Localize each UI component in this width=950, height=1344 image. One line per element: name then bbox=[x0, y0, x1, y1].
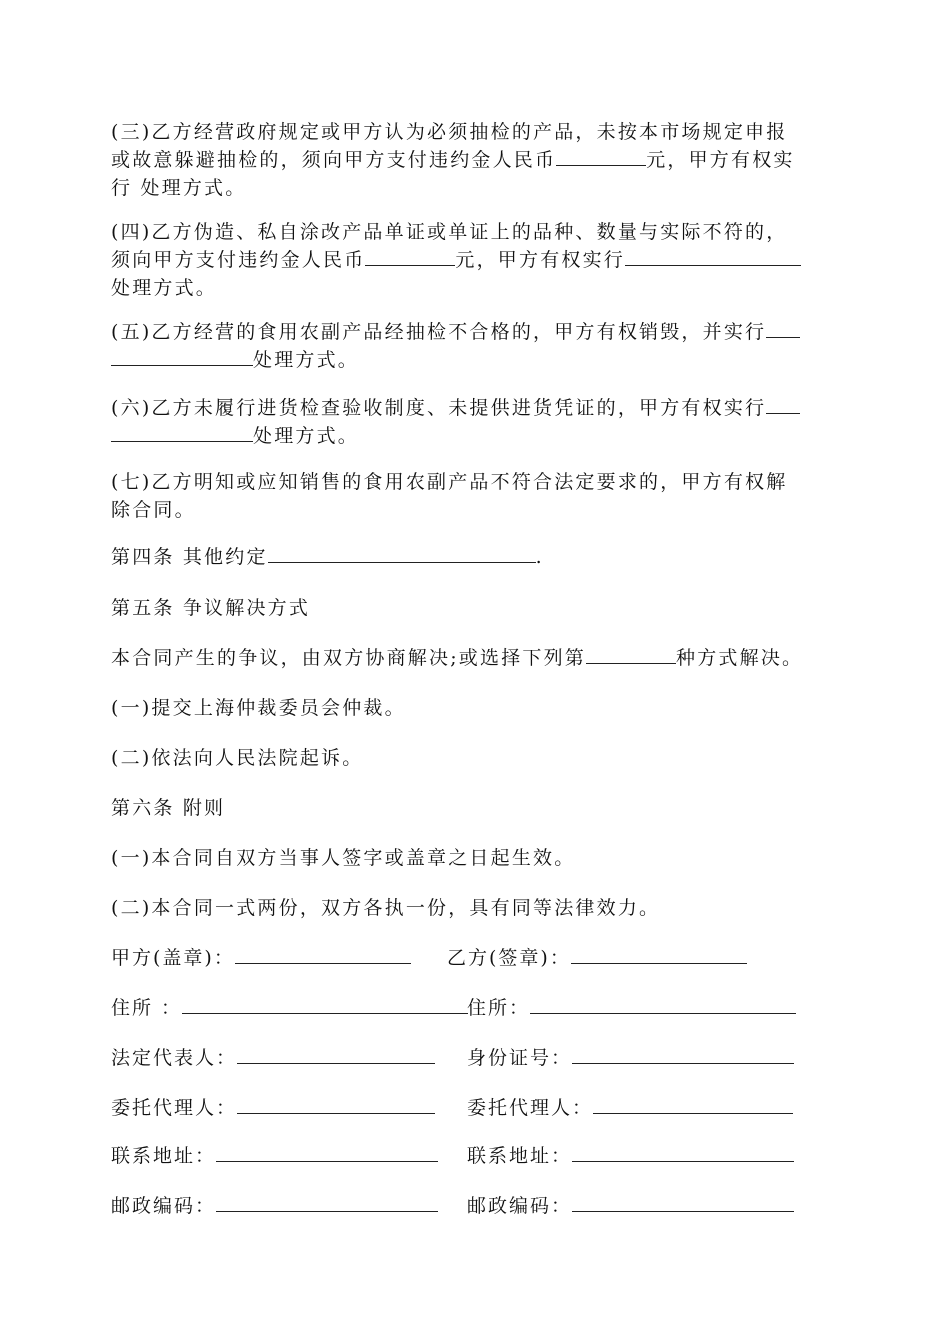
party-a-address-field[interactable] bbox=[182, 995, 468, 1014]
party-b-postcode-row bbox=[467, 1192, 794, 1220]
party-a-contact-address-row bbox=[111, 1142, 438, 1170]
party-a-postcode-row bbox=[111, 1192, 438, 1220]
party-b-signature-field[interactable] bbox=[571, 945, 747, 964]
clause-6-text: (六)乙方未履行进货检查验收制度、未提供进货凭证的，甲方有权实行 bbox=[111, 397, 767, 419]
clause-7 bbox=[111, 468, 841, 524]
clause-7-line-1: (七)乙方明知或应知销售的食用农副产品不符合法定要求的，甲方有权解 bbox=[111, 471, 788, 493]
party-a-seal-field[interactable] bbox=[235, 945, 411, 964]
party-b-contact-address-field[interactable] bbox=[572, 1143, 794, 1162]
party-a-agent-field[interactable] bbox=[237, 1095, 435, 1114]
handling-method-blank-cont[interactable] bbox=[111, 423, 253, 442]
party-b-contact-address-label: 联系地址： bbox=[467, 1145, 573, 1167]
dispute-option-2: (二)依法向人民法院起诉。 bbox=[111, 747, 364, 769]
party-a-contact-address-field[interactable] bbox=[216, 1143, 438, 1162]
party-a-contact-address-label: 联系地址： bbox=[111, 1145, 217, 1167]
handling-method-blank[interactable] bbox=[766, 319, 800, 338]
party-b-signature-row bbox=[447, 944, 747, 972]
party-a-postcode-label: 邮政编码： bbox=[111, 1195, 217, 1217]
party-b-address-label: 住所： bbox=[467, 997, 531, 1019]
party-a-legal-rep-label: 法定代表人： bbox=[111, 1047, 238, 1069]
clause-4-text: 须向甲方支付违约金人民币 bbox=[111, 249, 366, 271]
article-6-item-1: (一)本合同自双方当事人签字或盖章之日起生效。 bbox=[111, 847, 576, 869]
clause-3-text: 或故意躲避抽检的，须向甲方支付违约金人民币 bbox=[111, 149, 557, 171]
clause-4 bbox=[111, 218, 841, 302]
party-a-address-label: 住所 ： bbox=[111, 997, 183, 1019]
clause-3-line-3: 行 处理方式。 bbox=[111, 177, 247, 199]
party-b-agent-row bbox=[467, 1094, 793, 1122]
party-a-legal-rep-field[interactable] bbox=[237, 1045, 435, 1064]
clause-5-line-1 bbox=[111, 318, 841, 346]
handling-method-blank[interactable] bbox=[625, 247, 801, 266]
party-b-contact-address-row bbox=[467, 1142, 794, 1170]
dispute-option-1: (一)提交上海仲裁委员会仲裁。 bbox=[111, 697, 406, 719]
party-a-seal-row bbox=[111, 944, 411, 972]
party-b-signature-label: 乙方(签章)： bbox=[447, 947, 571, 969]
party-a-postcode-field[interactable] bbox=[216, 1193, 438, 1212]
clause-5-text-2: 处理方式。 bbox=[253, 349, 360, 371]
party-b-id-number-row bbox=[467, 1044, 794, 1072]
article-5-text bbox=[111, 644, 841, 672]
article-6-title: 第六条 附则 bbox=[111, 797, 226, 819]
article-5-title: 第五条 争议解决方式 bbox=[111, 597, 311, 619]
clause-4-line-2 bbox=[111, 246, 841, 274]
party-a-agent-row bbox=[111, 1094, 435, 1122]
party-b-id-number-field[interactable] bbox=[572, 1045, 794, 1064]
party-b-agent-field[interactable] bbox=[593, 1095, 793, 1114]
clause-3-line-1: (三)乙方经营政府规定或甲方认为必须抽检的产品，未按本市场规定申报 bbox=[111, 121, 788, 143]
party-b-address-row bbox=[467, 994, 796, 1022]
other-agreement-blank[interactable] bbox=[268, 544, 536, 563]
clause-6-line-1 bbox=[111, 394, 841, 422]
party-b-id-number-label: 身份证号： bbox=[467, 1047, 573, 1069]
clause-4-text-2: 元，甲方有权实行 bbox=[455, 249, 626, 271]
article-6-item-2: (二)本合同一式两份，双方各执一份，具有同等法律效力。 bbox=[111, 897, 661, 919]
dispute-text-2: 种方式解决。 bbox=[676, 647, 804, 669]
handling-method-blank[interactable] bbox=[766, 395, 800, 414]
clause-3-line-2 bbox=[111, 146, 841, 174]
party-a-agent-label: 委托代理人： bbox=[111, 1097, 238, 1119]
party-b-address-field[interactable] bbox=[530, 995, 796, 1014]
clause-3-text-2: 元，甲方有权实 bbox=[646, 149, 795, 171]
clause-7-line-2: 除合同。 bbox=[111, 499, 196, 521]
clause-5-line-2 bbox=[111, 346, 841, 374]
article-4 bbox=[111, 543, 841, 571]
clause-6-text-2: 处理方式。 bbox=[253, 425, 360, 447]
clause-4-line-3: 处理方式。 bbox=[111, 277, 218, 299]
party-a-legal-rep-row bbox=[111, 1044, 435, 1072]
article-4-title: 第四条 其他约定 bbox=[111, 546, 268, 568]
party-a-seal-label: 甲方(盖章)： bbox=[111, 947, 235, 969]
party-b-postcode-label: 邮政编码： bbox=[467, 1195, 573, 1217]
clause-3 bbox=[111, 118, 841, 202]
clause-6 bbox=[111, 394, 841, 450]
party-b-agent-label: 委托代理人： bbox=[467, 1097, 594, 1119]
clause-5-text: (五)乙方经营的食用农副产品经抽检不合格的，甲方有权销毁，并实行 bbox=[111, 321, 767, 343]
penalty-amount-blank[interactable] bbox=[365, 247, 455, 266]
dispute-option-blank[interactable] bbox=[586, 645, 676, 664]
clause-5 bbox=[111, 318, 841, 374]
dispute-text: 本合同产生的争议，由双方协商解决;或选择下列第 bbox=[111, 647, 587, 669]
party-a-address-row bbox=[111, 994, 468, 1022]
clause-6-line-2 bbox=[111, 422, 841, 450]
article-4-suffix: . bbox=[535, 546, 544, 568]
clause-4-line-1: (四)乙方伪造、私自涂改产品单证或单证上的品种、数量与实际不符的， bbox=[111, 221, 788, 243]
penalty-amount-blank[interactable] bbox=[556, 147, 646, 166]
party-b-postcode-field[interactable] bbox=[572, 1193, 794, 1212]
handling-method-blank-cont[interactable] bbox=[111, 347, 253, 366]
